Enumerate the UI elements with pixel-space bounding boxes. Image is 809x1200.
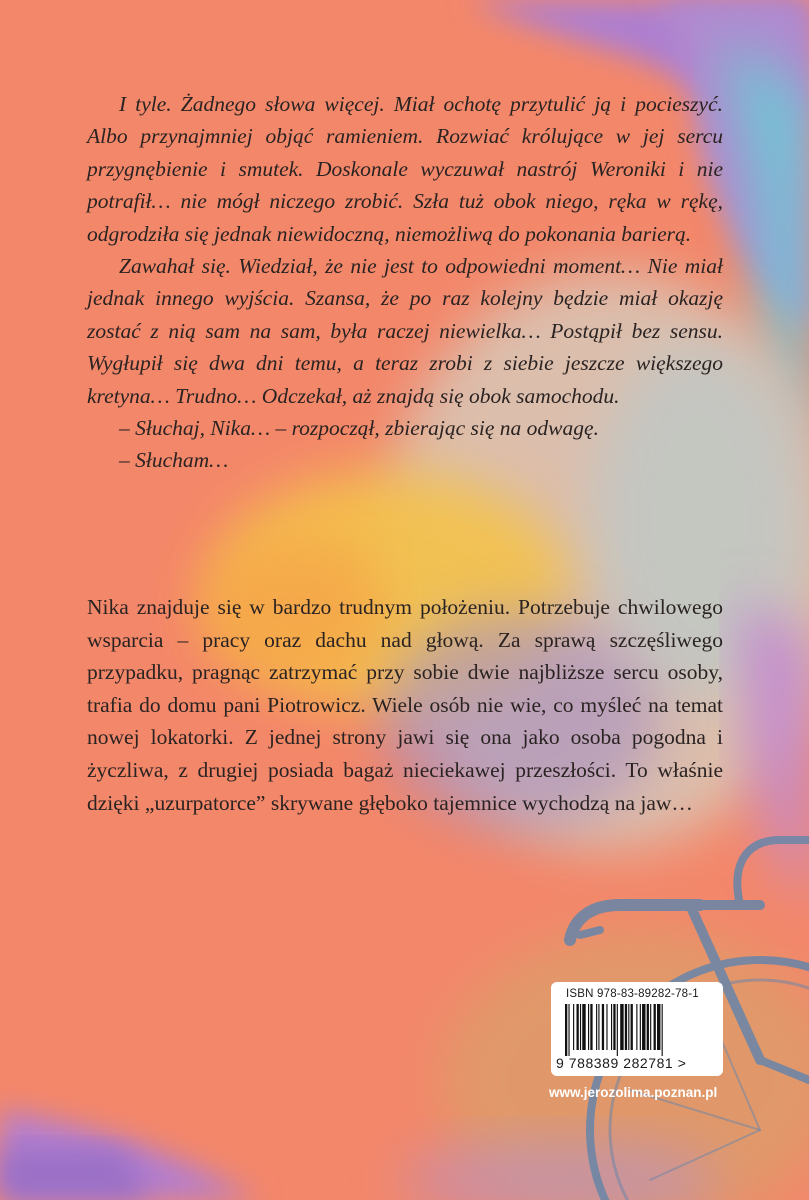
excerpt-paragraph-1: I tyle. Żadnego słowa więcej. Miał ochotę przytulić ją i pocieszyć. Albo przynajmniej objąć ramieniem. Rozwiać królujące w jej sercu przygnębienie i smutek. Doskonale wyczuwał nastrój Weroniki i nie potrafił… nie mógł niczego zrobić. Szła tuż obok niego, ręka w rękę, odgrodziła się jednak niewidoczną, niemożliwą do pokonania barierą. bbox=[87, 92, 723, 246]
excerpt-paragraph-3: – Słuchaj, Nika… – rozpoczął, zbierając się na odwagę. bbox=[119, 416, 599, 441]
isbn-label: ISBN 978-83-89282-78-1 bbox=[566, 988, 699, 1000]
book-excerpt bbox=[87, 88, 723, 477]
excerpt-paragraph-4: – Słucham… bbox=[119, 448, 229, 473]
ean-digits: 9 788389 282781 > bbox=[556, 1055, 687, 1071]
excerpt-paragraph-2: Zawahał się. Wiedział, że nie jest to odpowiedni moment… Nie miał jednak innego wyjścia. Szansa, że po raz kolejny będzie miał okazję zostać z nią sam na sam, była raczej niewielka… Postąpił bez sensu. Wygłupił się dwa dni temu, a teraz zrobi z siebie jeszcze większego kretyna… Trudno… Odczekał, aż znajdą się obok samochodu. bbox=[87, 254, 723, 408]
barcode-icon bbox=[561, 1004, 713, 1056]
book-blurb bbox=[87, 591, 723, 819]
blurb-text: Nika znajduje się w bardzo trudnym położeniu. Potrzebuje chwilowego wsparcia – pracy oraz dachu nad głową. Za sprawą szczęśliwego przypadku, pragnąc zatrzymać przy sobie dwie najbliższe sercu osoby, trafia do domu pani Piotrowicz. Wiele osób nie wie, co myśleć na temat nowej lokatorki. Z jednej strony jawi się ona jako osoba pogodna i życzliwa, z drugiej posiada bagaż nieciekawej przeszłości. To właśnie dzięki „uzurpatorce” skrywane głęboko tajemnice wychodzą na jaw… bbox=[87, 595, 723, 815]
publisher-website[interactable]: www.jerozolima.poznan.pl bbox=[549, 1085, 718, 1100]
isbn-barcode-box bbox=[551, 982, 723, 1076]
